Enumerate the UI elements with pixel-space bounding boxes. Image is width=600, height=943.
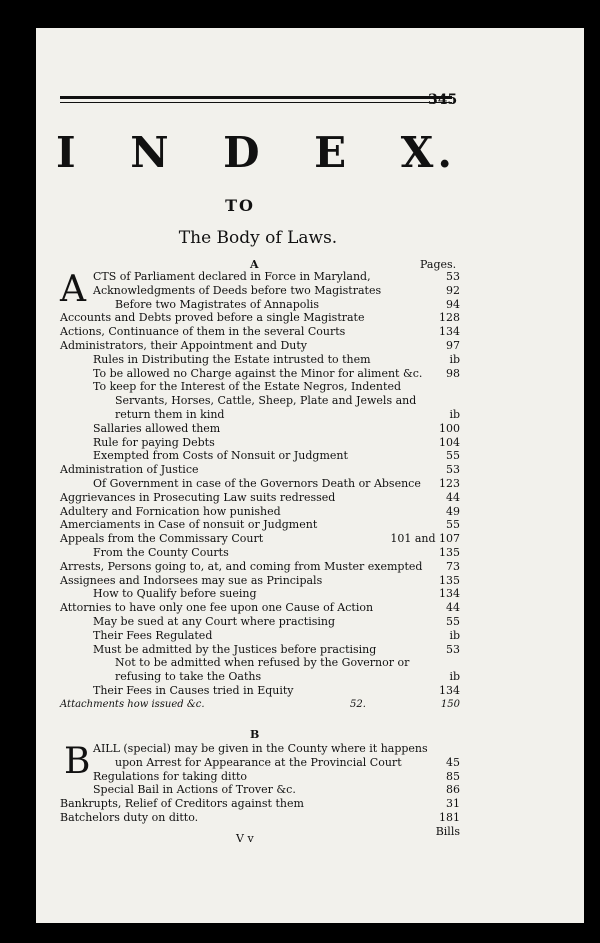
title-letter: I [56,128,80,177]
entry-text: From the County Courts [93,545,229,559]
entry-text: Bankrupts, Relief of Creditors against them [60,797,304,811]
index-entry [60,311,460,325]
index-entry [60,532,460,546]
index-entry [60,742,460,756]
entry-page: 92 [446,283,460,297]
index-entry [60,601,460,615]
entry-page: 44 [446,601,460,615]
entry-page: 85 [446,769,460,783]
index-entry [60,339,460,353]
entry-page: 53 [446,642,460,656]
entry-text: To keep for the Interest of the Estate Negros, Indented [93,380,401,394]
entry-page: ib [449,352,460,366]
entry-page: 98 [446,366,460,380]
handwritten-ref: 52. [350,698,366,710]
index-entry [60,422,460,436]
entry-text: Not to be admitted when refused by the Governor or [115,656,410,670]
header-rule [60,96,452,99]
entry-text: Regulations for taking ditto [93,769,248,783]
entry-text: Assignees and Indorsees may sue as Principals [60,573,323,587]
title-letter: N [130,128,173,177]
index-entry [60,684,460,698]
entry-page: 73 [446,559,460,573]
entry-text: Arrests, Persons going to, at, and coming from Muster exempted [60,559,423,573]
catchword: V v [236,832,254,845]
entry-text: Rules in Distributing the Estate intrusted to them [93,352,371,366]
entry-text: Rule for paying Debts [93,435,215,449]
entry-text: Sallaries allowed them [93,421,221,435]
page-number: 345 [428,92,458,108]
entry-text: How to Qualify before sueing [93,587,257,601]
entry-page: 86 [446,783,460,797]
index-entry [60,643,460,657]
entry-text: CTS of Parliament declared in Force in Maryland, [93,270,371,283]
index-entry [60,811,460,825]
section-letter-b: B [250,728,260,741]
index-entry [60,367,460,381]
index-entry [60,491,460,505]
entry-page: 101 and 107 [390,532,460,546]
entry-text: Administration of Justice [60,463,199,477]
index-entry [60,436,460,450]
entry-page: 55 [446,518,460,532]
entry-page: ib [449,670,460,684]
entry-page: 53 [446,463,460,477]
index-entry [60,325,460,339]
entry-text: Of Government in case of the Governors Death or Absence [93,476,421,490]
index-entry [60,770,460,784]
entry-text: Aggrievances in Prosecuting Law suits redressed [60,490,336,504]
entry-text: Their Fees Regulated [93,628,213,642]
entry-text: Actions, Continuance of them in the several Courts [60,325,346,339]
entry-page: 181 [439,810,460,824]
entry-text: Must be admitted by the Justices before practising [93,642,377,656]
entry-text: Before two Magistrates of Annapolis [115,297,320,311]
entry-page: 45 [446,755,460,769]
entry-text: May be sued at any Court where practising [93,614,336,628]
index-entry [60,783,460,797]
index-entries-a [60,270,460,712]
entry-page: 100 [439,421,460,435]
index-entry [60,756,460,770]
entry-text: Appeals from the Commissary Court [60,532,264,546]
index-entry [60,797,460,811]
entry-text: refusing to take the Oaths [115,670,262,684]
index-entry [60,615,460,629]
index-entry [60,587,460,601]
entry-text: Amerciaments in Case of nonsuit or Judgment [60,518,318,532]
entry-text: To be allowed no Charge against the Minor for aliment &c. [93,366,423,380]
entry-text: Special Bail in Actions of Trover &c. [93,783,296,797]
entry-text: Acknowledgments of Deeds before two Magistrates [93,283,382,297]
drop-cap-b: B [64,741,91,782]
handwritten-entry [60,698,460,712]
index-entry [60,656,460,670]
entry-text: AILL (special) may be given in the County where it happens [93,742,428,755]
entry-page: 134 [439,325,460,339]
entry-page: 135 [439,573,460,587]
entry-page: ib [449,407,460,421]
entry-page: 44 [446,490,460,504]
header-rule-thin [60,102,452,103]
index-entry [60,270,460,284]
index-entry [60,546,460,560]
entry-text: return them in kind [115,407,225,421]
catchword-row [60,825,460,839]
entry-text: Exempted from Costs of Nonsuit or Judgment [93,449,348,463]
index-entry [60,629,460,643]
subtitle: The Body of Laws. [178,228,338,248]
title-letter: X. [400,128,456,177]
to-heading: TO [225,196,255,215]
index-entry [60,284,460,298]
index-entries-b [60,742,460,839]
index-title [56,128,456,177]
entry-page: 55 [446,614,460,628]
index-entry [60,670,460,684]
entry-page: 135 [439,545,460,559]
index-entry [60,353,460,367]
entry-text: Attornies to have only one fee upon one Cause of Action [60,601,374,615]
index-entry [60,408,460,422]
index-entry [60,574,460,588]
index-entry [60,477,460,491]
entry-page: 104 [439,435,460,449]
title-letter: D [223,128,264,177]
entry-page: 94 [446,297,460,311]
title-letter: E [314,128,351,177]
entry-text: Adultery and Fornication how punished [60,504,281,518]
catchword-right: Bills [435,824,460,838]
entry-page: 55 [446,449,460,463]
entry-text: Servants, Horses, Cattle, Sheep, Plate and Jewels and [115,394,417,408]
index-entry [60,298,460,312]
entry-text: Accounts and Debts proved before a single Magistrate [60,311,365,325]
entry-page: 128 [439,311,460,325]
entry-text: Administrators, their Appointment and Duty [60,338,307,352]
index-entry [60,394,460,408]
index-entry [60,380,460,394]
index-entry [60,463,460,477]
entry-text: Their Fees in Causes tried in Equity [93,683,294,697]
section-letter-a: A [250,258,259,271]
index-entry [60,560,460,574]
entry-page: 49 [446,504,460,518]
handwritten-page: 150 [440,698,460,710]
index-entry [60,505,460,519]
entry-page: ib [449,628,460,642]
entry-page: 123 [439,476,460,490]
entry-page: 53 [446,270,460,283]
drop-cap-a: A [60,269,86,310]
handwritten-text: Attachments how issued &c. [60,698,205,710]
entry-page: 31 [446,797,460,811]
index-entry [60,449,460,463]
pages-heading: Pages. [420,258,457,271]
entry-page: 134 [439,587,460,601]
entry-page: 134 [439,683,460,697]
entry-text: Batchelors duty on ditto. [60,810,199,824]
entry-page: 97 [446,338,460,352]
index-entry [60,518,460,532]
entry-text: upon Arrest for Appearance at the Provincial Court [115,755,402,769]
